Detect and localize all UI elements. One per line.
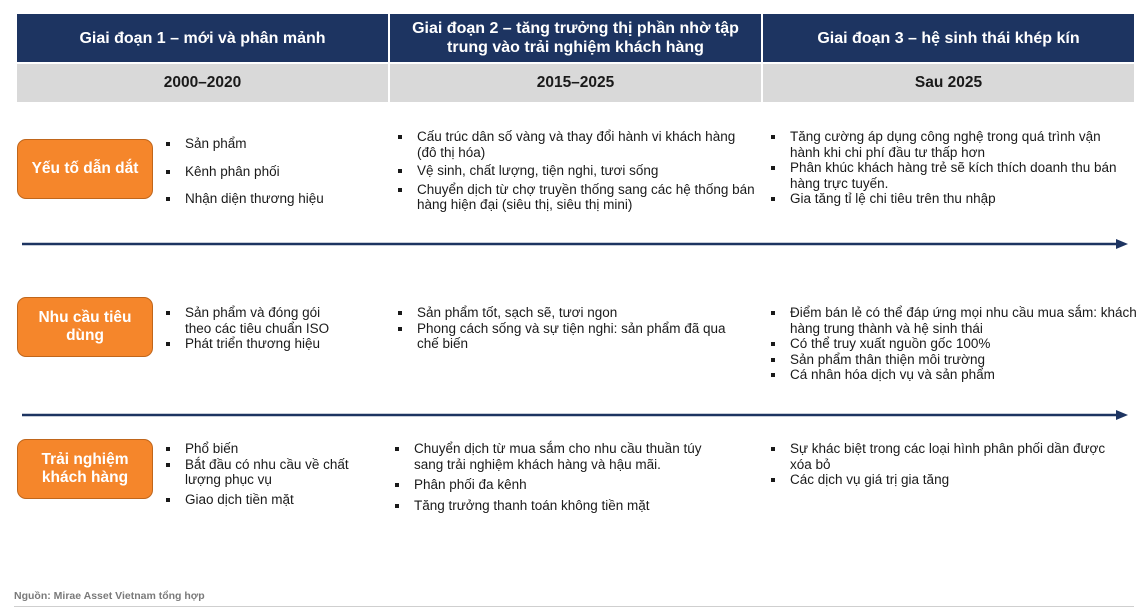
phase-3-title: Giai đoạn 3 – hệ sinh thái khép kín [763, 14, 1134, 62]
list-item: Sự khác biệt trong các loại hình phân phối dần được xóa bỏ [770, 441, 1110, 472]
list-item: Phong cách sống và sự tiện nghi: sản phẩm đã qua chế biến [397, 321, 742, 352]
list-item: Tăng trưởng thanh toán không tiền mặt [394, 498, 724, 514]
row-3-phase-1-list [165, 441, 365, 507]
row-label-drivers: Yếu tố dẫn dắt [17, 139, 153, 199]
list-item: Phân khúc khách hàng trẻ sẽ kích thích doanh thu bán hàng trực tuyến. [770, 160, 1134, 191]
source-note: Nguồn: Mirae Asset Vietnam tổng hợp [14, 590, 205, 602]
phase-2-years: 2015–2025 [390, 64, 761, 102]
list-item: Sản phẩm tốt, sạch sẽ, tươi ngon [397, 305, 742, 321]
row-label-customer-experience: Trải nghiệm khách hàng [17, 439, 153, 499]
row-label-consumer-demand: Nhu cầu tiêu dùng [17, 297, 153, 357]
row-2-phase-2-list [397, 305, 742, 352]
phase-1-title: Giai đoạn 1 – mới và phân mảnh [17, 14, 388, 62]
list-item: Vệ sinh, chất lượng, tiện nghi, tươi sống [397, 163, 757, 179]
list-item: Cá nhân hóa dịch vụ và sản phẩm [770, 367, 1144, 383]
list-item: Bắt đầu có nhu cầu về chất lượng phục vụ [165, 457, 365, 488]
row-3-phase-2-list [394, 441, 724, 513]
row-2-phase-1-list [165, 305, 340, 352]
row-3-phase-3-list [770, 441, 1110, 488]
phase-3-years: Sau 2025 [763, 64, 1134, 102]
list-item: Gia tăng tỉ lệ chi tiêu trên thu nhập [770, 191, 1134, 207]
phase-2-title: Giai đoạn 2 – tăng trưởng thị phần nhờ tập trung vào trải nghiệm khách hàng [390, 14, 761, 62]
list-item: Phân phối đa kênh [394, 477, 724, 493]
timeline-arrow-1 [22, 238, 1128, 250]
list-item: Phát triển thương hiệu [165, 336, 340, 352]
list-item: Chuyển dịch từ chợ truyền thống sang các hệ thống bán hàng hiện đại (siêu thị, siêu thị mini) [397, 182, 757, 213]
list-item: Phổ biến [165, 441, 365, 457]
list-item: Cấu trúc dân số vàng và thay đổi hành vi khách hàng (đô thị hóa) [397, 129, 757, 160]
list-item: Tăng cường áp dụng công nghệ trong quá trình vận hành khi chi phí đầu tư thấp hơn [770, 129, 1134, 160]
row-1-phase-1-list [165, 136, 375, 207]
bottom-divider [14, 606, 1134, 607]
list-item: Sản phẩm và đóng gói theo các tiêu chuẩn ISO [165, 305, 340, 336]
list-item: Sản phẩm [165, 136, 375, 152]
list-item: Nhận diện thương hiệu [165, 191, 375, 207]
list-item: Các dịch vụ giá trị gia tăng [770, 472, 1110, 488]
row-2-phase-3-list [770, 305, 1144, 383]
list-item: Điểm bán lẻ có thể đáp ứng mọi nhu cầu mua sắm: khách hàng trung thành và hệ sinh thái [770, 305, 1144, 336]
list-item: Giao dịch tiền mặt [165, 492, 365, 508]
list-item: Chuyển dịch từ mua sắm cho nhu cầu thuần túy sang trải nghiệm khách hàng và hậu mãi. [394, 441, 724, 472]
list-item: Sản phẩm thân thiện môi trường [770, 352, 1144, 368]
phase-1-years: 2000–2020 [17, 64, 388, 102]
list-item: Kênh phân phối [165, 164, 375, 180]
timeline-arrow-2 [22, 409, 1128, 421]
row-1-phase-3-list [770, 129, 1134, 207]
list-item: Có thể truy xuất nguồn gốc 100% [770, 336, 1144, 352]
row-1-phase-2-list [397, 129, 757, 213]
